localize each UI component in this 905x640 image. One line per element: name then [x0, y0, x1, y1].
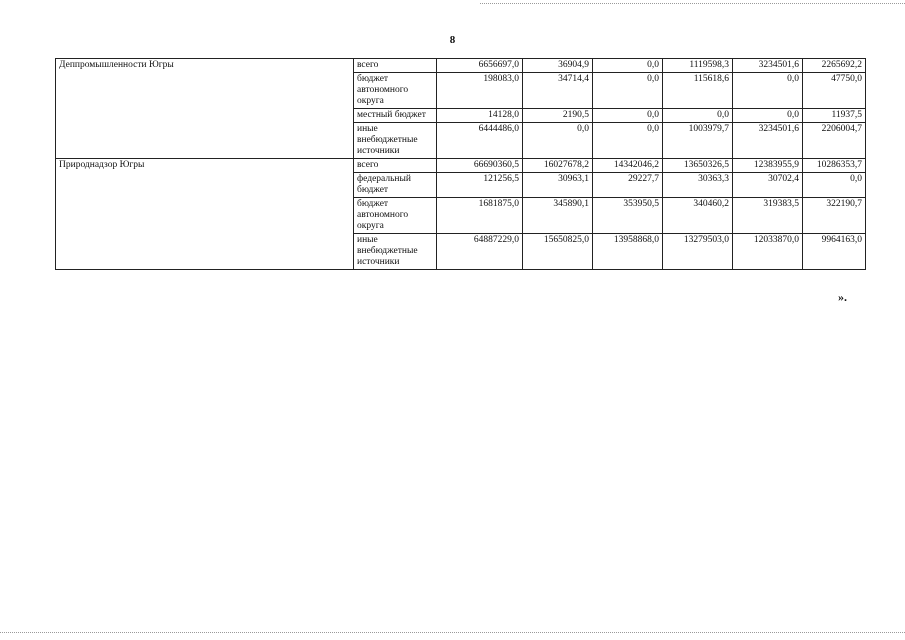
- page-number: 8: [449, 34, 456, 46]
- closing-quote-mark: ».: [838, 290, 847, 304]
- value-cell: 0,0: [593, 109, 663, 123]
- funding-kind: иные внебюджетные источники: [354, 123, 437, 159]
- value-cell: 0,0: [523, 123, 593, 159]
- value-cell: 3234501,6: [733, 123, 803, 159]
- value-cell: 13279503,0: [663, 234, 733, 270]
- value-cell: 0,0: [733, 109, 803, 123]
- funding-kind: федеральный бюджет: [354, 173, 437, 198]
- value-cell: 29227,7: [593, 173, 663, 198]
- value-cell: 345890,1: [523, 198, 593, 234]
- value-cell: 9964163,0: [803, 234, 866, 270]
- scan-artifact-bottom: [0, 632, 905, 633]
- value-cell: 10286353,7: [803, 159, 866, 173]
- value-cell: 16027678,2: [523, 159, 593, 173]
- funding-kind: всего: [354, 59, 437, 73]
- value-cell: 13650326,5: [663, 159, 733, 173]
- value-cell: 340460,2: [663, 198, 733, 234]
- value-cell: 15650825,0: [523, 234, 593, 270]
- table-row: [56, 59, 866, 73]
- value-cell: 0,0: [803, 173, 866, 198]
- value-cell: 3234501,6: [733, 59, 803, 73]
- org-name-deppromyshlennosti: Деппромышленности Югры: [56, 59, 354, 159]
- value-cell: 121256,5: [437, 173, 523, 198]
- funding-kind: всего: [354, 159, 437, 173]
- value-cell: 30702,4: [733, 173, 803, 198]
- funding-kind: местный бюджет: [354, 109, 437, 123]
- value-cell: 0,0: [593, 123, 663, 159]
- value-cell: 353950,5: [593, 198, 663, 234]
- value-cell: 12383955,9: [733, 159, 803, 173]
- value-cell: 198083,0: [437, 73, 523, 109]
- value-cell: 0,0: [733, 73, 803, 109]
- value-cell: 2206004,7: [803, 123, 866, 159]
- value-cell: 66690360,5: [437, 159, 523, 173]
- value-cell: 0,0: [593, 59, 663, 73]
- value-cell: 14342046,2: [593, 159, 663, 173]
- table-row: [56, 159, 866, 173]
- value-cell: 34714,4: [523, 73, 593, 109]
- value-cell: 14128,0: [437, 109, 523, 123]
- funding-kind: бюджет автономного округа: [354, 73, 437, 109]
- value-cell: 319383,5: [733, 198, 803, 234]
- value-cell: 2265692,2: [803, 59, 866, 73]
- value-cell: 6656697,0: [437, 59, 523, 73]
- value-cell: 2190,5: [523, 109, 593, 123]
- value-cell: 0,0: [663, 109, 733, 123]
- budget-table: [55, 58, 866, 270]
- value-cell: 30363,3: [663, 173, 733, 198]
- value-cell: 115618,6: [663, 73, 733, 109]
- value-cell: 47750,0: [803, 73, 866, 109]
- value-cell: 30963,1: [523, 173, 593, 198]
- scan-artifact-top: [480, 3, 905, 4]
- value-cell: 1681875,0: [437, 198, 523, 234]
- funding-kind: бюджет автономного округа: [354, 198, 437, 234]
- value-cell: 322190,7: [803, 198, 866, 234]
- value-cell: 64887229,0: [437, 234, 523, 270]
- value-cell: 6444486,0: [437, 123, 523, 159]
- value-cell: 0,0: [593, 73, 663, 109]
- value-cell: 1119598,3: [663, 59, 733, 73]
- org-name-prirodnadzor: Природнадзор Югры: [56, 159, 354, 270]
- value-cell: 1003979,7: [663, 123, 733, 159]
- value-cell: 36904,9: [523, 59, 593, 73]
- value-cell: 12033870,0: [733, 234, 803, 270]
- funding-kind: иные внебюджетные источники: [354, 234, 437, 270]
- value-cell: 11937,5: [803, 109, 866, 123]
- value-cell: 13958868,0: [593, 234, 663, 270]
